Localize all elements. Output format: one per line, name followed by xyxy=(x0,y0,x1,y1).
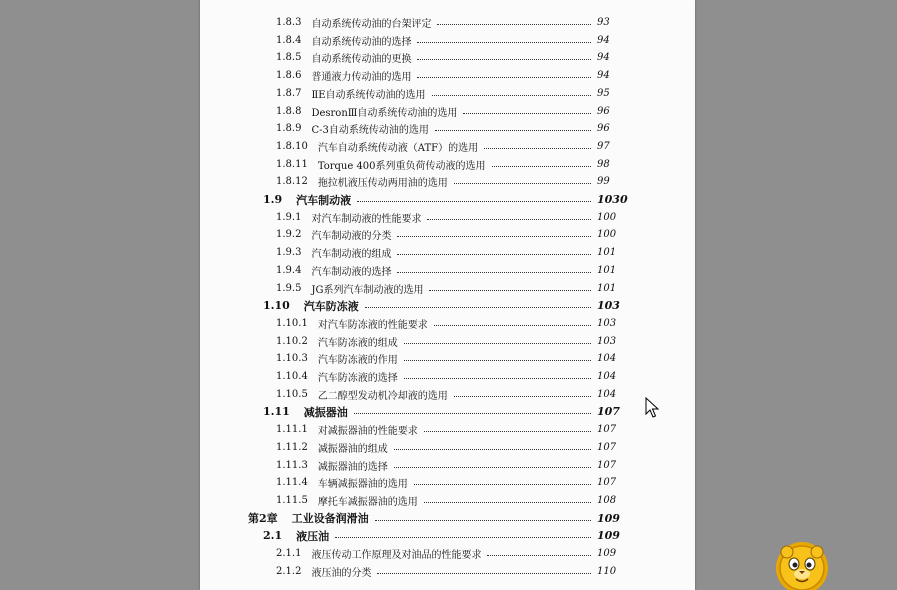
toc-subsection-entry[interactable] xyxy=(200,244,695,261)
toc-entry-number: 1.9.4 xyxy=(276,264,302,276)
toc-entry-title: C-3自动系统传动油的选用 xyxy=(311,125,429,137)
toc-section-entry[interactable] xyxy=(200,527,695,544)
toc-page-number: 101 xyxy=(597,282,617,294)
toc-page-number: 104 xyxy=(597,353,617,365)
toc-entry-title: Torque 400系列重负荷传动液的选用 xyxy=(317,160,486,172)
toc-entry-title: 汽车防冻液的选择 xyxy=(317,373,398,384)
toc-entry-number: 1.8.10 xyxy=(276,140,308,152)
toc-entry-number: 第2章 xyxy=(248,512,278,526)
toc-entry-number: 1.10.4 xyxy=(276,371,308,382)
toc-leader-dots xyxy=(404,343,591,344)
toc-entry-title: 汽车自动系统传动液（ATF）的选用 xyxy=(317,142,479,154)
toc-page-number: 93 xyxy=(597,17,610,28)
toc-entry-title: 汽车防冻液的作用 xyxy=(317,355,398,367)
toc-entry-title: ⅡE自动系统传动油的选用 xyxy=(311,89,426,101)
toc-page-number: 107 xyxy=(597,441,617,453)
toc-entry-number: 2.1.1 xyxy=(276,548,302,559)
toc-entry-number: 1.8.5 xyxy=(276,52,302,64)
toc-entry-title: 普通液力传动油的选用 xyxy=(311,72,412,84)
toc-entry-number: 1.11 xyxy=(263,405,290,419)
toc-leader-dots xyxy=(404,360,591,361)
toc-leader-dots xyxy=(424,431,591,432)
toc-entry-title: 对减振器油的性能要求 xyxy=(317,426,418,438)
toc-page-number: 96 xyxy=(597,123,610,135)
toc-leader-dots xyxy=(417,59,591,60)
toc-subsection-entry[interactable] xyxy=(200,49,695,66)
toc-entry-title: 液压传动工作原理及对油品的性能要求 xyxy=(311,550,482,561)
toc-leader-dots xyxy=(492,166,591,167)
toc-page-number: 109 xyxy=(597,548,617,559)
toc-entry-title: 拖拉机液压传动两用油的选用 xyxy=(317,178,448,190)
toc-leader-dots xyxy=(437,24,591,25)
toc-leader-dots xyxy=(397,272,591,273)
toc-leader-dots xyxy=(487,555,591,556)
toc-page-number: 109 xyxy=(597,529,620,543)
toc-page-number: 104 xyxy=(597,388,617,400)
toc-leader-dots xyxy=(435,130,591,131)
toc-entry-title: 乙二醇型发动机冷却液的选用 xyxy=(317,390,448,402)
toc-entry-title: 汽车制动液 xyxy=(296,193,352,207)
toc-page-number: 107 xyxy=(597,405,620,419)
toc-entry-number: 1.10.1 xyxy=(276,317,308,329)
toc-entry-title: 液压油的分类 xyxy=(311,567,372,579)
toc-entry-number: 1.8.3 xyxy=(276,17,302,28)
toc-subsection-entry[interactable] xyxy=(200,386,695,403)
toc-subsection-entry[interactable] xyxy=(200,439,695,456)
toc-leader-dots xyxy=(454,183,591,184)
toc-page-number: 103 xyxy=(597,335,617,347)
document-page xyxy=(200,0,695,590)
toc-subsection-entry[interactable] xyxy=(200,32,695,49)
toc-entry-title: 减振器油的选择 xyxy=(317,461,388,473)
toc-subsection-entry[interactable] xyxy=(200,545,695,562)
toc-leader-dots xyxy=(417,77,591,78)
toc-entry-title: 汽车制动液的选择 xyxy=(311,266,392,278)
toc-entry-number: 1.10.5 xyxy=(276,388,308,400)
toc-subsection-entry[interactable] xyxy=(200,474,695,491)
toc-leader-dots xyxy=(414,484,591,485)
toc-entry-number: 1.9.1 xyxy=(276,211,302,223)
toc-leader-dots xyxy=(424,502,591,503)
toc-page-number: 94 xyxy=(597,52,610,64)
toc-leader-dots xyxy=(397,236,591,237)
toc-entry-title: 汽车制动液的分类 xyxy=(311,231,392,243)
toc-section-entry[interactable] xyxy=(200,403,695,420)
toc-leader-dots xyxy=(484,148,591,149)
toc-leader-dots xyxy=(365,307,591,308)
toc-page-number: 95 xyxy=(597,87,610,99)
toc-entry-title: 摩托车减振器油的选用 xyxy=(317,496,418,508)
toc-entry-number: 1.8.4 xyxy=(276,34,302,46)
toc-leader-dots xyxy=(434,325,591,326)
lion-mascot-icon[interactable] xyxy=(772,538,832,590)
toc-leader-dots xyxy=(454,396,591,397)
toc-subsection-entry[interactable] xyxy=(200,492,695,509)
toc-subsection-entry[interactable] xyxy=(200,67,695,84)
toc-entry-number: 1.10.2 xyxy=(276,335,308,347)
toc-entry-title: 自动系统传动油的台架评定 xyxy=(311,19,432,30)
toc-subsection-entry[interactable] xyxy=(200,85,695,102)
toc-entry-number: 2.1 xyxy=(263,529,283,543)
toc-leader-dots xyxy=(394,449,591,450)
toc-page-number: 100 xyxy=(597,229,617,241)
toc-subsection-entry[interactable] xyxy=(200,14,695,31)
toc-entry-title: 自动系统传动油的选择 xyxy=(311,36,412,48)
toc-entry-number: 1.8.8 xyxy=(276,105,302,117)
toc-entry-title: 汽车制动液的组成 xyxy=(311,249,392,261)
toc-subsection-entry[interactable] xyxy=(200,421,695,438)
mouse-pointer-icon xyxy=(645,397,659,419)
toc-page-number: 107 xyxy=(597,459,617,471)
toc-leader-dots xyxy=(397,254,591,255)
toc-leader-dots xyxy=(375,520,591,521)
toc-page-number: 98 xyxy=(597,158,610,170)
toc-leader-dots xyxy=(432,95,591,96)
toc-entry-number: 1.11.5 xyxy=(276,494,308,506)
toc-entry-number: 2.1.2 xyxy=(276,565,302,577)
toc-entry-title: 工业设备润滑油 xyxy=(291,512,369,526)
toc-leader-dots xyxy=(394,467,591,468)
toc-subsection-entry[interactable] xyxy=(200,262,695,279)
toc-entry-number: 1.8.12 xyxy=(276,176,308,188)
toc-page-number: 94 xyxy=(597,70,610,82)
toc-entry-title: 车辆减振器油的选用 xyxy=(317,479,408,491)
toc-entry-number: 1.11.1 xyxy=(276,424,308,436)
toc-section-entry[interactable] xyxy=(200,191,695,208)
toc-section-entry[interactable] xyxy=(200,297,695,314)
toc-page-number: 110 xyxy=(597,565,617,577)
toc-chapter-entry[interactable] xyxy=(200,510,695,527)
toc-subsection-entry[interactable] xyxy=(200,120,695,137)
toc-page-number: 99 xyxy=(597,176,610,188)
toc-subsection-entry[interactable] xyxy=(200,350,695,367)
toc-subsection-entry[interactable] xyxy=(200,226,695,243)
toc-subsection-entry[interactable] xyxy=(200,156,695,173)
toc-leader-dots xyxy=(357,201,591,202)
toc-page-number: 1030 xyxy=(597,193,628,206)
toc-entry-number: 1.10.3 xyxy=(276,353,308,365)
toc-subsection-entry[interactable] xyxy=(200,280,695,297)
toc-page-number: 97 xyxy=(597,140,610,152)
toc-page-number: 107 xyxy=(597,424,617,436)
toc-entry-number: 1.11.3 xyxy=(276,459,308,471)
toc-subsection-entry[interactable] xyxy=(200,173,695,190)
toc-leader-dots xyxy=(429,290,591,291)
toc-entry-number: 1.8.11 xyxy=(276,158,308,170)
toc-entry-number: 1.10 xyxy=(263,299,290,313)
toc-leader-dots xyxy=(427,219,591,220)
toc-leader-dots xyxy=(463,113,591,114)
toc-leader-dots xyxy=(417,42,591,43)
toc-entry-title: 减振器油 xyxy=(303,405,348,419)
toc-subsection-entry[interactable] xyxy=(200,209,695,226)
toc-page-number: 94 xyxy=(597,34,610,46)
toc-entry-title: DesronⅢ自动系统传动油的选用 xyxy=(311,107,458,119)
toc-subsection-entry[interactable] xyxy=(200,138,695,155)
toc-subsection-entry[interactable] xyxy=(200,368,695,385)
toc-page-number: 100 xyxy=(597,211,617,223)
toc-entry-title: 液压油 xyxy=(296,529,330,543)
toc-subsection-entry[interactable] xyxy=(200,103,695,120)
toc-page-number: 96 xyxy=(597,105,610,117)
toc-entry-title: 自动系统传动油的更换 xyxy=(311,54,412,66)
toc-subsection-entry[interactable] xyxy=(200,315,695,332)
toc-page-number: 107 xyxy=(597,477,617,489)
toc-page-number: 104 xyxy=(597,371,617,382)
toc-entry-number: 1.9.3 xyxy=(276,247,302,259)
toc-subsection-entry[interactable] xyxy=(200,333,695,350)
toc-entry-title: 汽车防冻液 xyxy=(303,299,359,313)
toc-entry-number: 1.11.4 xyxy=(276,477,308,489)
toc-page-number: 108 xyxy=(597,494,617,506)
toc-page-number: 103 xyxy=(597,317,617,329)
toc-subsection-entry[interactable] xyxy=(200,457,695,474)
toc-entry-number: 1.8.7 xyxy=(276,87,302,99)
toc-subsection-entry[interactable] xyxy=(200,563,695,580)
toc-entry-number: 1.9.2 xyxy=(276,229,302,241)
toc-entry-title: 减振器油的组成 xyxy=(317,443,388,455)
toc-page-number: 101 xyxy=(597,264,617,276)
toc-leader-dots xyxy=(354,413,591,414)
toc-leader-dots xyxy=(404,378,591,379)
toc-entry-number: 1.9 xyxy=(263,193,283,206)
toc-leader-dots xyxy=(377,573,591,574)
toc-page-number: 103 xyxy=(597,299,620,313)
toc-leader-dots xyxy=(335,537,591,538)
toc-page-number: 109 xyxy=(597,511,620,525)
toc-entry-title: JG系列汽车制动液的选用 xyxy=(311,284,424,296)
toc-entry-number: 1.8.9 xyxy=(276,123,302,135)
toc-entry-number: 1.9.5 xyxy=(276,282,302,294)
toc-page-number: 101 xyxy=(597,247,617,259)
toc-entry-title: 对汽车防冻液的性能要求 xyxy=(317,319,428,331)
toc-entry-number: 1.8.6 xyxy=(276,70,302,82)
toc-entry-title: 汽车防冻液的组成 xyxy=(317,337,398,349)
toc-entry-number: 1.11.2 xyxy=(276,441,308,453)
toc-entry-title: 对汽车制动液的性能要求 xyxy=(311,213,422,225)
